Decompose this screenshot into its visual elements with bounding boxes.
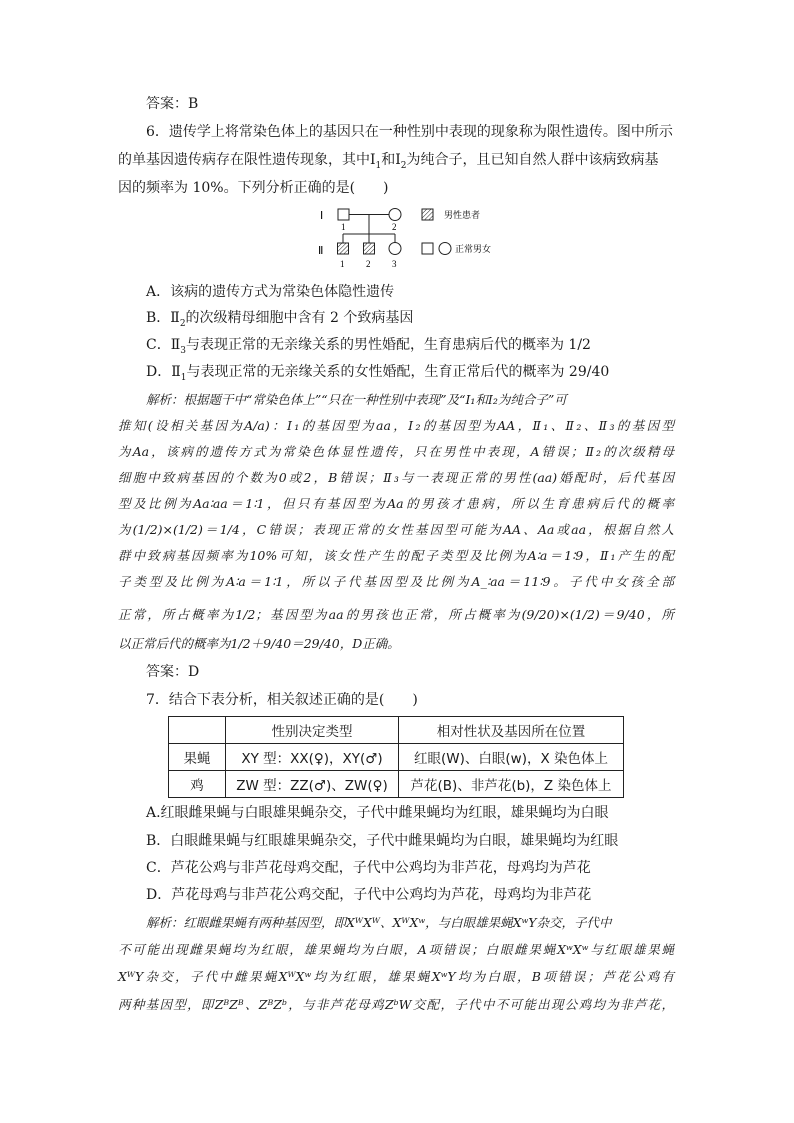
q7-table (168, 716, 624, 798)
explanation-line: 解析：红眼雌果蝇有两种基因型，即XᵂXᵂ、XᵂXʷ，与白眼雄果蝇XʷY杂交，子代中 (146, 915, 612, 930)
explanation-line: 推知(设相关基因为A/a)：Ⅰ₁的基因型为aa，Ⅰ₂的基因型为AA，Ⅱ₁、Ⅱ₂、Ⅱ₃的基因型 (118, 418, 674, 433)
explanation-line: 群中致病基因频率为10%可知，该女性产生的配子类型及比例为A∶a＝1∶9，Ⅱ₁产生的配 (118, 548, 674, 563)
q6-stem-line2: 的单基因遗传病存在限性遗传现象，其中$Ⅰ_1$和$Ⅰ_2$为纯合子，且已知自然人群中该病致病基 (118, 152, 659, 171)
table-cell: 果蝇 (169, 744, 226, 771)
q6-option-b: B．$Ⅱ_2$的次级精母细胞中含有 2 个致病基因 (146, 310, 414, 329)
q7-stem: 7．结合下表分析，相关叙述正确的是( ) (146, 692, 418, 708)
explanation-line: 为(1/2)×(1/2)＝1/4，C错误；表现正常的女性基因型可能为AA、Aa或aa，根据自然人 (118, 522, 674, 537)
table-row (169, 744, 624, 771)
table-header-row (169, 717, 624, 744)
II2-label: 2 (366, 259, 371, 269)
explanation-line: XᵂY杂交，子代中雌果蝇XᵂXʷ均为红眼，雄果蝇XʷY均为白眼，B项错误；芦花公鸡有 (118, 969, 674, 984)
II1-male-affected (338, 243, 349, 254)
q6-stem-line1: 6．遗传学上将常染色体上的基因只在一种性别中表现的现象称为限性遗传。图中所示 (146, 124, 673, 140)
q6-option-d: D．$Ⅱ_1$与表现正常的无亲缘关系的女性婚配，生育正常后代的概率为 29/40 (146, 364, 610, 383)
table-cell: ZW 型：ZZ(♂)、ZW(♀) (226, 771, 399, 798)
table-header-cell (169, 717, 226, 744)
explanation-line: 正常，所占概率为1/2；基因型为aa的男孩也正常，所占概率为(9/20)×(1/2)＝9/40，所 (118, 607, 674, 622)
II3-female-normal (389, 243, 401, 255)
explanation-line: 不可能出现雌果蝇均为红眼，雄果蝇均为白眼，A项错误；白眼雌果蝇XʷXʷ与红眼雄果蝇 (118, 942, 674, 957)
q6-option-a: A．该病的遗传方式为常染色体隐性遗传 (146, 284, 395, 300)
pedigree-chart (318, 203, 508, 275)
I1-label: 1 (341, 222, 346, 232)
q7-option-c: C．芦花公鸡与非芦花母鸡交配，子代中公鸡均为非芦花，母鸡均为芦花 (146, 860, 591, 876)
I2-label: 2 (392, 222, 397, 232)
table-header-cell: 相对性状及基因所在位置 (399, 717, 624, 744)
table-cell: XY 型：XX(♀)，XY(♂) (226, 744, 399, 771)
explanation-line: 为Aa，该病的遗传方式为常染色体显性遗传，只在男性中表现，A错误；Ⅱ₂的次级精母 (118, 444, 674, 459)
II3-label: 3 (392, 259, 397, 269)
table-cell: 芦花(B)、非芦花(b)，Z 染色体上 (399, 771, 624, 798)
q6-option-c: C．$Ⅱ_3$与表现正常的无亲缘关系的男性婚配，生育患病后代的概率为 1/2 (146, 337, 591, 356)
legend-normal-female-symbol (439, 243, 451, 255)
explanation-line: 细胞中致病基因的个数为0或2，B错误；Ⅱ₃与一表现正常的男性(aa)婚配时，后代基因 (118, 470, 674, 485)
generation-I-label: Ⅰ (320, 210, 324, 222)
legend-normal-male-symbol (422, 243, 433, 254)
II1-label: 1 (340, 259, 345, 269)
previous-answer: 答案：B (146, 96, 199, 112)
I1-male-normal (338, 209, 349, 220)
table-cell: 红眼(W)、白眼(w)，X 染色体上 (399, 744, 624, 771)
legend-affected-symbol (422, 209, 433, 220)
legend-affected-label: 男性患者 (444, 211, 481, 221)
q7-option-b: B．白眼雌果蝇与红眼雄果蝇杂交，子代中雌果蝇均为白眼，雄果蝇均为红眼 (146, 833, 619, 849)
table-cell: 鸡 (169, 771, 226, 798)
q6-stem-line3: 因的频率为 10%。下列分析正确的是( ) (118, 180, 389, 196)
I2-female-normal (389, 209, 401, 221)
explanation-line: 子类型及比例为A∶a＝1∶1，所以子代基因型及比例为A_∶aa＝11∶9。子代中女孩全部 (118, 574, 674, 589)
q7-option-a: A.红眼雌果蝇与白眼雄果蝇杂交，子代中雌果蝇均为红眼，雄果蝇均为白眼 (146, 805, 609, 821)
table-row (169, 771, 624, 798)
legend-normal-label: 正常男女 (455, 245, 492, 255)
explanation-line: 解析：根据题干中“常染色体上”“只在一种性别中表现”及“Ⅰ₁和Ⅰ₂为纯合子”可 (146, 392, 567, 407)
q7-option-d: D．芦花母鸡与非芦花公鸡交配，子代中公鸡均为芦花，母鸡均为非芦花 (146, 887, 592, 903)
explanation-line: 以正常后代的概率为1/2＋9/40＝29/40，D正确。 (118, 636, 400, 651)
explanation-line: 型及比例为Aa∶aa＝1∶1，但只有基因型为Aa的男孩才患病，所以生育患病后代的概率 (118, 496, 674, 511)
q6-answer: 答案：D (146, 664, 200, 680)
generation-II-label: Ⅱ (318, 245, 324, 257)
explanation-line: 两种基因型，即ZᴮZᴮ、ZᴮZᵇ，与非芦花母鸡ZᵇW交配，子代中不可能出现公鸡均为非芦花， (118, 997, 674, 1012)
table-header-cell: 性别决定类型 (226, 717, 399, 744)
II2-male-affected (364, 243, 375, 254)
